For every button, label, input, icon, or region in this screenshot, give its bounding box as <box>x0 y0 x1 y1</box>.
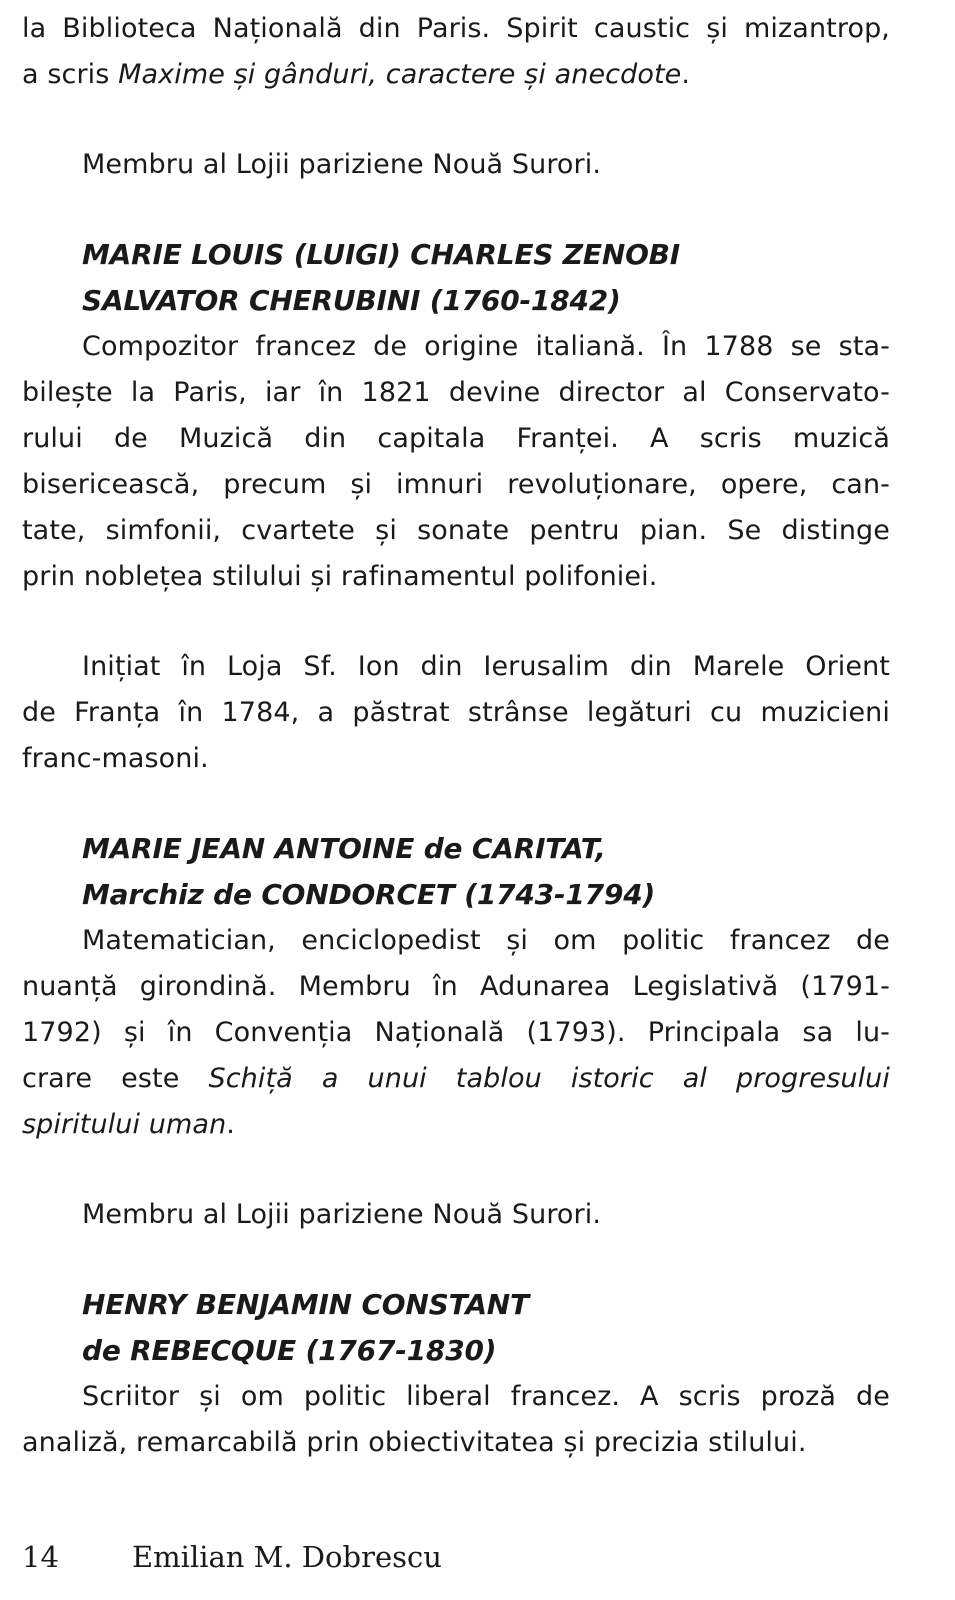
cherubini-body-line: Compozitor francez de origine italiană. În 1788 se sta- <box>82 331 890 362</box>
cherubini-body-line: prin noblețea stilului și rafinamentul polifoniei. <box>22 561 658 592</box>
cherubini-body-line: bisericească, precum și imnuri revoluționare, opere, can- <box>22 469 890 500</box>
spacer <box>22 1238 890 1282</box>
entry-heading-constant-1: HENRY BENJAMIN CONSTANT <box>82 1288 529 1321</box>
spacer <box>22 98 890 142</box>
entry-heading-condorcet-1: MARIE JEAN ANTOINE de CARITAT, <box>82 832 606 865</box>
condorcet-note: Membru al Lojii pariziene Nouă Surori. <box>82 1199 602 1230</box>
constant-body-line: Scriitor și om politic liberal francez. A scris proză de <box>82 1381 890 1412</box>
intro-note: Membru al Lojii pariziene Nouă Surori. <box>82 149 602 180</box>
constant-body-line: analiză, remarcabilă prin obiectivitatea și precizia stilului. <box>22 1427 807 1458</box>
condorcet-body-line <box>22 1102 890 1148</box>
cherubini-note-line: franc-masoni. <box>22 743 209 774</box>
spacer <box>22 782 890 826</box>
condorcet-body-line: nuanță girondină. Membru în Adunarea Legislativă (1791- <box>22 971 890 1002</box>
condorcet-body-line: 1792) și în Convenția Națională (1793). Principala sa lu- <box>22 1017 890 1048</box>
cherubini-body-line: rului de Muzică din capitala Franței. A scris muzică <box>22 423 890 454</box>
intro-line-2-suffix: . <box>681 59 691 90</box>
spacer <box>22 188 890 232</box>
book-title-schita: Schiță a unui tablou istoric al progresului <box>208 1063 890 1094</box>
intro-line-2-prefix: a scris <box>22 59 119 90</box>
page-body <box>22 6 890 1466</box>
entry-heading-cherubini-2: SALVATOR CHERUBINI (1760-1842) <box>82 284 621 317</box>
page-footer <box>22 1540 442 1574</box>
spacer <box>22 1148 890 1192</box>
entry-heading-cherubini-1: MARIE LOUIS (LUIGI) CHARLES ZENOBI <box>82 238 681 271</box>
cherubini-note-line: de Franța în 1784, a păstrat strânse legături cu muzicieni <box>22 697 890 728</box>
entry-heading-constant-2: de REBECQUE (1767-1830) <box>82 1334 497 1367</box>
cherubini-body-line: bilește la Paris, iar în 1821 devine director al Conservato- <box>22 377 890 408</box>
book-title-schita-cont: spiritului uman <box>22 1109 227 1140</box>
condorcet-body-line <box>22 1056 890 1102</box>
entry-heading-condorcet-2: Marchiz de CONDORCET (1743-1794) <box>82 878 656 911</box>
cherubini-note-line: Inițiat în Loja Sf. Ion din Ierusalim din Marele Orient <box>82 651 890 682</box>
condorcet-body-line-5-suffix: . <box>226 1109 235 1140</box>
book-title-maxime: Maxime și gânduri, caractere și anecdote <box>118 59 682 90</box>
condorcet-body-line: Matematician, enciclopedist și om politic francez de <box>82 925 890 956</box>
intro-line-2 <box>22 52 890 98</box>
page-number: 14 <box>22 1540 59 1574</box>
spacer <box>22 600 890 644</box>
cherubini-body-line: tate, simfonii, cvartete și sonate pentru pian. Se distinge <box>22 515 890 546</box>
condorcet-body-line-4-prefix: crare este <box>22 1063 209 1094</box>
footer-author: Emilian M. Dobrescu <box>132 1540 442 1574</box>
intro-line-1: la Biblioteca Națională din Paris. Spirit caustic și mizantrop, <box>22 13 890 44</box>
